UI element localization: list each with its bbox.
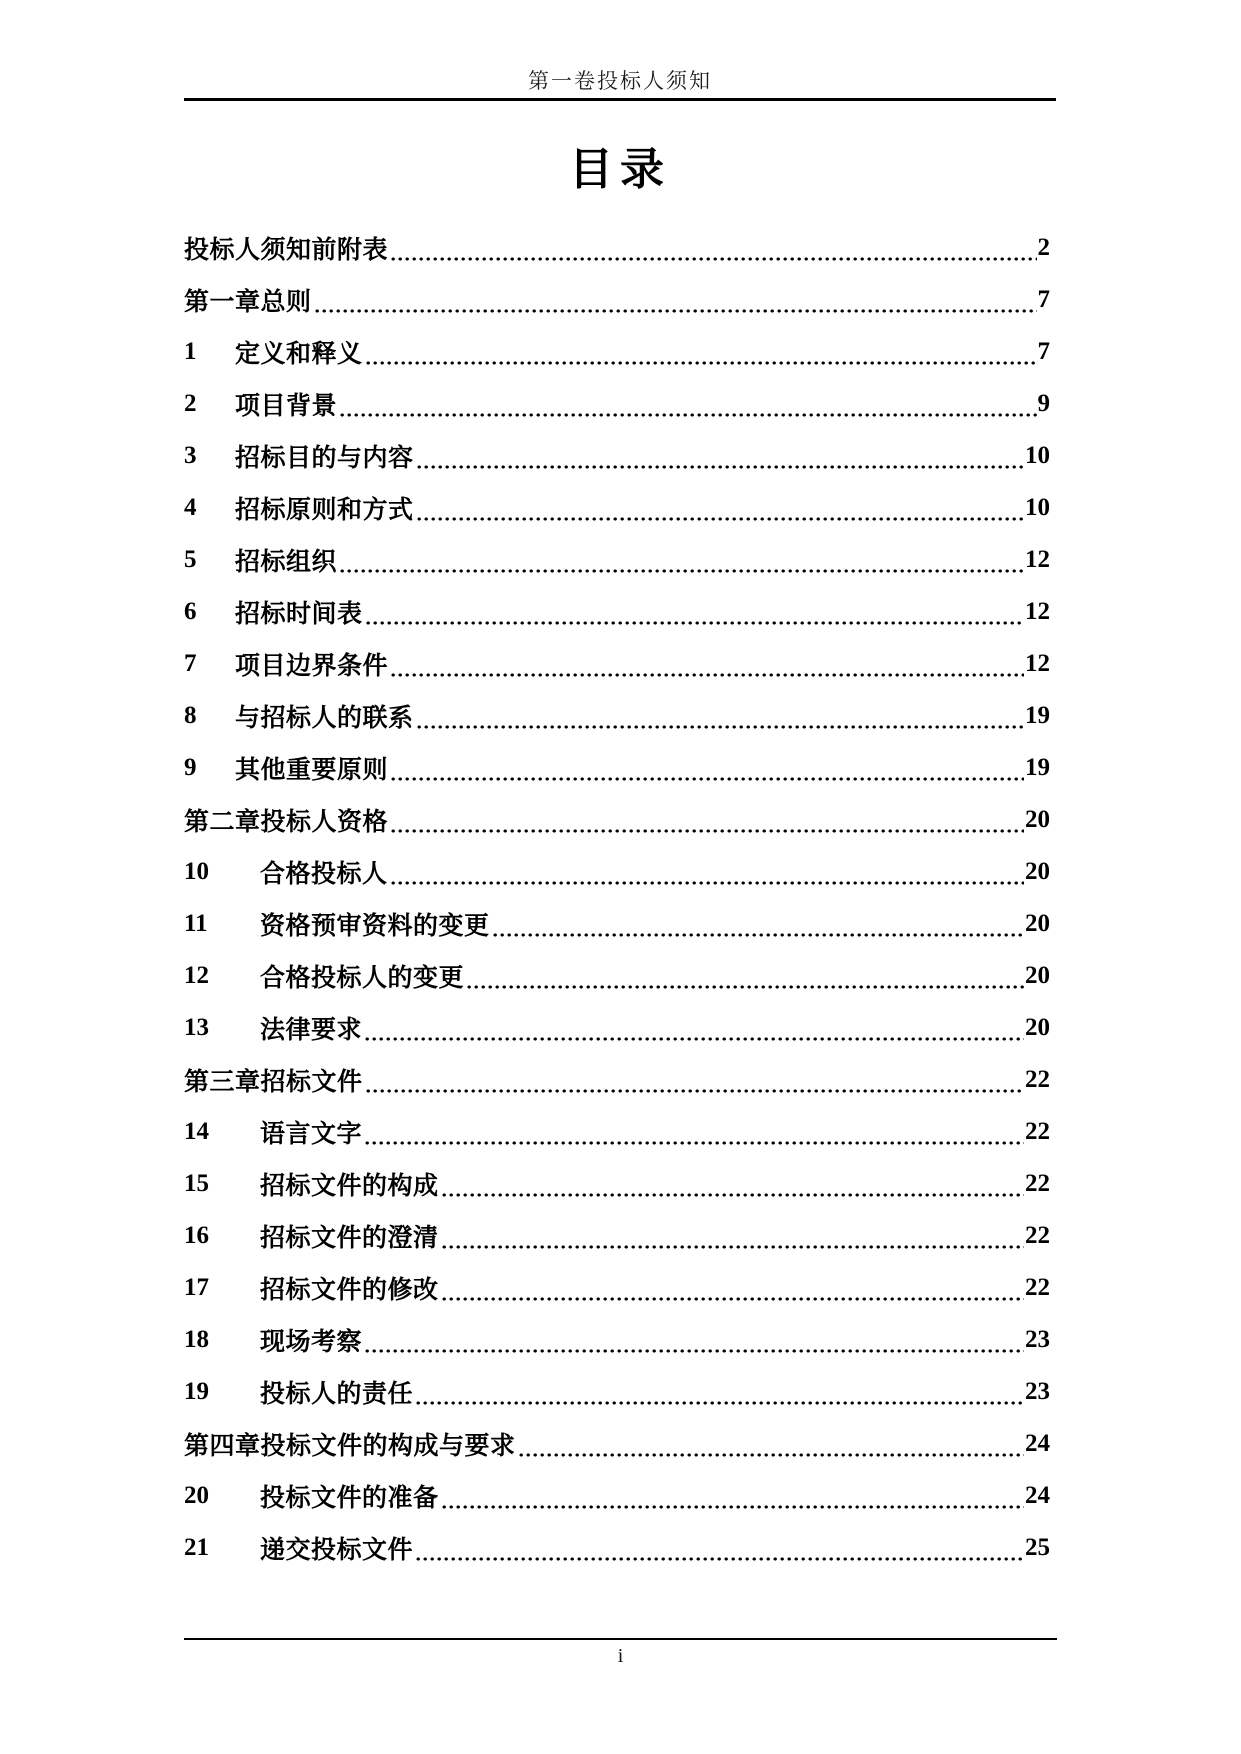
toc-entry-number: 4 — [184, 494, 197, 521]
toc-dot-leader — [442, 1210, 1024, 1262]
toc-entry-page: 9 — [1037, 390, 1050, 417]
toc-entry-number: 10 — [184, 858, 209, 885]
toc-entry[interactable] — [184, 326, 1058, 378]
toc-entry-label: 投标人的责任 — [260, 1381, 414, 1408]
toc-entry[interactable] — [184, 794, 1058, 846]
toc-entry-number: 2 — [184, 390, 197, 417]
page-title: 目录 — [569, 145, 671, 194]
toc-entry[interactable] — [184, 482, 1058, 534]
toc-entry-number: 11 — [184, 910, 208, 937]
toc-entry[interactable] — [184, 898, 1058, 950]
toc-dot-leader — [493, 898, 1024, 950]
toc-entry-number: 18 — [184, 1326, 209, 1353]
toc-entry-number: 16 — [184, 1222, 209, 1249]
toc-dot-leader — [417, 430, 1024, 482]
toc-entry-label: 招标文件的修改 — [260, 1277, 439, 1304]
toc-entry-label: 第一章总则 — [184, 289, 312, 316]
toc-entry-number: 13 — [184, 1014, 209, 1041]
toc-entry-page: 7 — [1037, 286, 1050, 313]
toc-entry-page: 20 — [1025, 910, 1050, 937]
toc-entry-number: 17 — [184, 1274, 209, 1301]
toc-entry[interactable] — [184, 742, 1058, 794]
toc-entry-label: 招标目的与内容 — [235, 445, 414, 472]
toc-entry-page: 10 — [1025, 442, 1050, 469]
toc-entry-number: 6 — [184, 598, 197, 625]
toc-entry-page: 25 — [1025, 1534, 1050, 1561]
toc-entry[interactable] — [184, 586, 1058, 638]
toc-dot-leader — [417, 482, 1024, 534]
toc-dot-leader — [366, 326, 1037, 378]
toc-entry-label: 语言文字 — [260, 1121, 363, 1148]
toc-dot-leader — [366, 586, 1024, 638]
toc-list — [184, 222, 1058, 1574]
toc-entry-label: 招标文件的澄清 — [260, 1225, 439, 1252]
toc-entry-number: 9 — [184, 754, 197, 781]
toc-dot-leader — [391, 794, 1024, 846]
toc-entry-page: 20 — [1025, 962, 1050, 989]
toc-dot-leader — [467, 950, 1024, 1002]
toc-entry-label: 现场考察 — [260, 1329, 363, 1356]
toc-dot-leader — [365, 1106, 1024, 1158]
toc-entry-label: 项目背景 — [235, 393, 338, 420]
toc-dot-leader — [442, 1158, 1024, 1210]
toc-entry-label: 其他重要原则 — [235, 757, 389, 784]
toc-entry-number: 19 — [184, 1378, 209, 1405]
toc-entry[interactable] — [184, 846, 1058, 898]
toc-entry-label: 投标文件的准备 — [260, 1485, 439, 1512]
toc-entry-label: 法律要求 — [260, 1017, 363, 1044]
toc-entry[interactable] — [184, 534, 1058, 586]
toc-dot-leader — [519, 1418, 1024, 1470]
toc-entry[interactable] — [184, 378, 1058, 430]
toc-dot-leader — [417, 690, 1024, 742]
toc-entry-label: 第二章投标人资格 — [184, 809, 389, 836]
toc-entry[interactable] — [184, 1366, 1058, 1418]
toc-entry-number: 3 — [184, 442, 197, 469]
toc-dot-leader — [365, 1314, 1024, 1366]
toc-entry[interactable] — [184, 1262, 1058, 1314]
toc-entry-page: 23 — [1025, 1326, 1050, 1353]
toc-dot-leader — [442, 1470, 1024, 1522]
footer-page-number: i — [184, 1638, 1057, 1668]
toc-entry-label: 投标人须知前附表 — [184, 237, 389, 264]
toc-entry-page: 19 — [1025, 754, 1050, 781]
toc-entry-number: 15 — [184, 1170, 209, 1197]
toc-entry-number: 20 — [184, 1482, 209, 1509]
toc-entry-page: 19 — [1025, 702, 1050, 729]
toc-entry[interactable] — [184, 1106, 1058, 1158]
toc-entry-page: 20 — [1025, 1014, 1050, 1041]
toc-dot-leader — [366, 1054, 1024, 1106]
toc-entry-label: 合格投标人的变更 — [260, 965, 465, 992]
toc-entry[interactable] — [184, 430, 1058, 482]
toc-dot-leader — [315, 274, 1037, 326]
toc-entry[interactable] — [184, 1158, 1058, 1210]
toc-entry[interactable] — [184, 1054, 1058, 1106]
toc-entry-number: 5 — [184, 546, 197, 573]
toc-entry[interactable] — [184, 222, 1058, 274]
toc-entry-number: 8 — [184, 702, 197, 729]
toc-entry-page: 12 — [1025, 546, 1050, 573]
toc-entry-label: 与招标人的联系 — [235, 705, 414, 732]
toc-entry-page: 12 — [1025, 650, 1050, 677]
toc-entry-label: 合格投标人 — [260, 861, 388, 888]
toc-entry-page: 24 — [1025, 1430, 1050, 1457]
toc-entry[interactable] — [184, 950, 1058, 1002]
toc-entry[interactable] — [184, 638, 1058, 690]
toc-dot-leader — [416, 1366, 1024, 1418]
toc-entry-page: 23 — [1025, 1378, 1050, 1405]
toc-entry-label: 定义和释义 — [235, 341, 363, 368]
toc-entry-page: 22 — [1025, 1118, 1050, 1145]
toc-entry-page: 10 — [1025, 494, 1050, 521]
toc-entry[interactable] — [184, 1002, 1058, 1054]
toc-entry[interactable] — [184, 1522, 1058, 1574]
toc-entry[interactable] — [184, 1470, 1058, 1522]
toc-entry-number: 7 — [184, 650, 197, 677]
toc-entry-label: 招标文件的构成 — [260, 1173, 439, 1200]
toc-entry-page: 22 — [1025, 1170, 1050, 1197]
toc-dot-leader — [340, 378, 1036, 430]
toc-entry[interactable] — [184, 1314, 1058, 1366]
toc-entry-page: 20 — [1025, 858, 1050, 885]
toc-entry-number: 12 — [184, 962, 209, 989]
toc-entry-page: 22 — [1025, 1274, 1050, 1301]
running-header: 第一卷投标人须知 — [184, 64, 1056, 101]
toc-entry-label: 招标原则和方式 — [235, 497, 414, 524]
toc-entry-number: 1 — [184, 338, 197, 365]
toc-dot-leader — [391, 846, 1024, 898]
toc-entry-number: 21 — [184, 1534, 209, 1561]
toc-entry-label: 项目边界条件 — [235, 653, 389, 680]
toc-entry-number: 14 — [184, 1118, 209, 1145]
toc-entry-label: 第三章招标文件 — [184, 1069, 363, 1096]
toc-dot-leader — [416, 1522, 1024, 1574]
toc-entry[interactable] — [184, 1418, 1058, 1470]
toc-entry-page: 7 — [1037, 338, 1050, 365]
toc-entry[interactable] — [184, 1210, 1058, 1262]
toc-entry[interactable] — [184, 690, 1058, 742]
toc-entry-label: 招标时间表 — [235, 601, 363, 628]
toc-entry-page: 22 — [1025, 1222, 1050, 1249]
toc-dot-leader — [391, 742, 1024, 794]
toc-entry-label: 第四章投标文件的构成与要求 — [184, 1433, 516, 1460]
toc-entry-page: 22 — [1025, 1066, 1050, 1093]
toc-dot-leader — [365, 1002, 1024, 1054]
toc-entry-label: 递交投标文件 — [260, 1537, 414, 1564]
toc-dot-leader — [391, 638, 1024, 690]
toc-entry-page: 20 — [1025, 806, 1050, 833]
toc-entry-page: 24 — [1025, 1482, 1050, 1509]
toc-entry-label: 资格预审资料的变更 — [260, 913, 490, 940]
toc-entry-page: 2 — [1037, 234, 1050, 261]
toc-dot-leader — [391, 222, 1036, 274]
toc-dot-leader — [340, 534, 1024, 586]
toc-entry-label: 招标组织 — [235, 549, 338, 576]
toc-entry[interactable] — [184, 274, 1058, 326]
toc-dot-leader — [442, 1262, 1024, 1314]
toc-entry-page: 12 — [1025, 598, 1050, 625]
